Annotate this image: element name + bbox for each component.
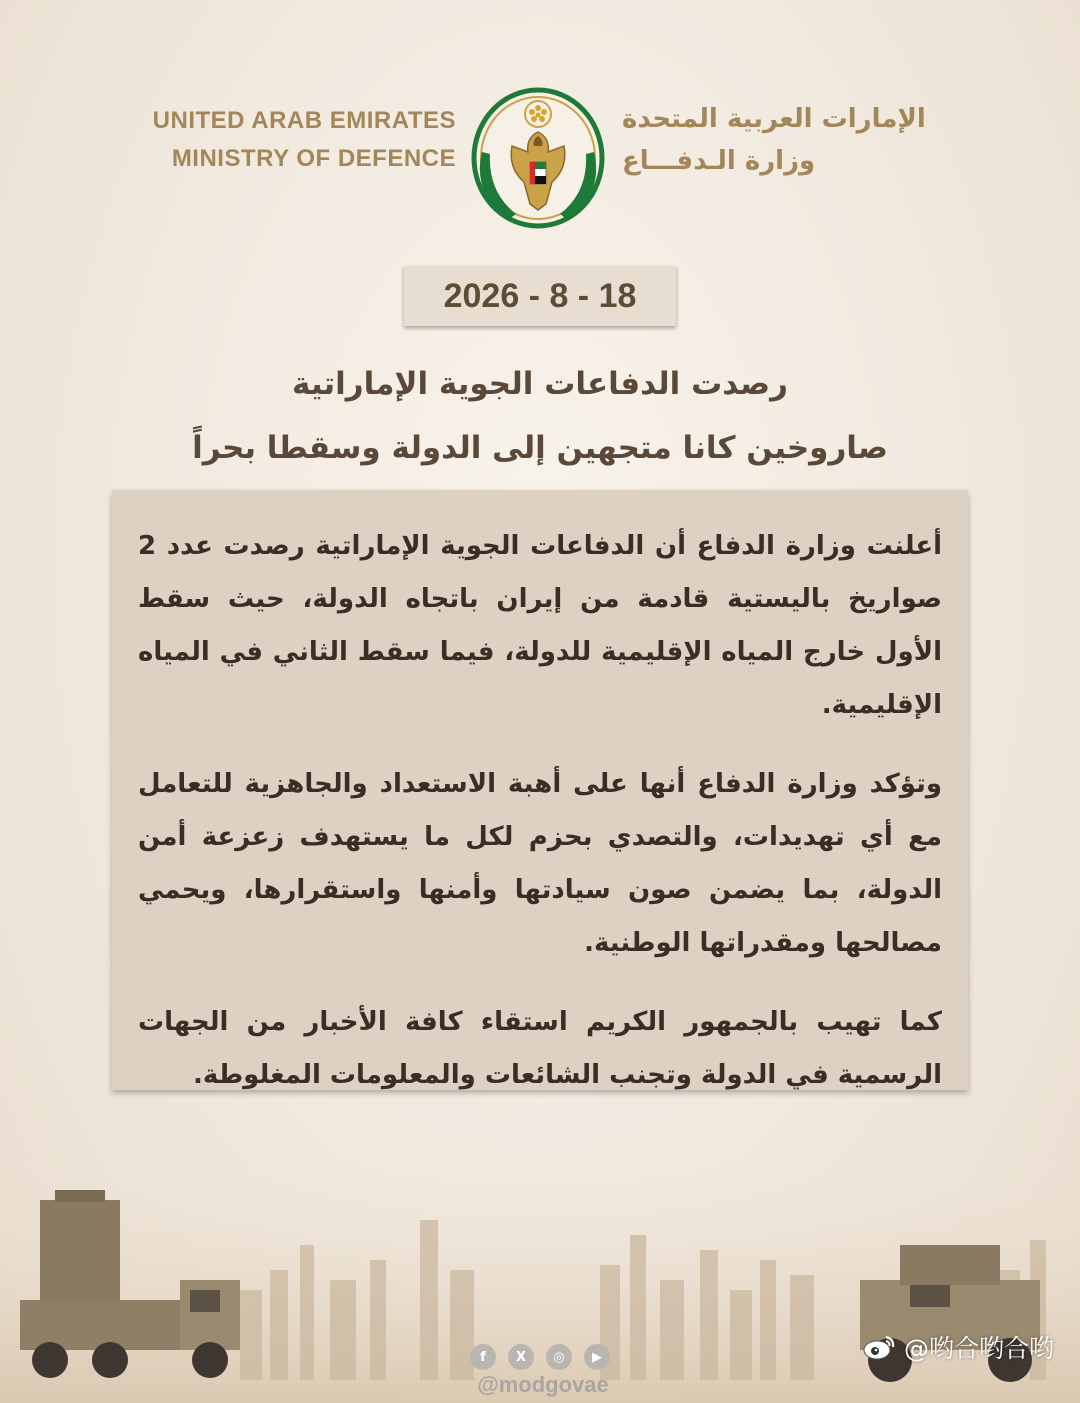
weibo-watermark: [862, 1330, 1072, 1364]
date-text: 2026 - 8 - 18: [443, 276, 637, 315]
statement-paragraph-3: كما تهيب بالجمهور الكريم استقاء كافة الأخبار من الجهات الرسمية في الدولة وتجنب الشائعات والمعلومات المغلوطة.: [138, 1007, 942, 1090]
weibo-logo-icon: [862, 1333, 896, 1361]
ministry-title-arabic: وزارة الـدفـــاع: [622, 146, 816, 176]
social-handle: @modgovae: [477, 1372, 609, 1397]
watermark-text: @哟合哟合哟: [904, 1334, 1055, 1363]
statement-paragraph-1: أعلنت وزارة الدفاع أن الدفاعات الجوية الإماراتية رصدت عدد 2 صواريخ باليستية قادمة من إيران باتجاه الدولة، حيث سقط الأول خارج المياه الإقليمية للدولة، فيما سقط الثاني في المياه الإقليمية.: [138, 531, 942, 720]
country-name-english: UNITED ARAB EMIRATES: [152, 107, 456, 134]
date-badge: [404, 266, 676, 326]
statement-card: [112, 490, 968, 1090]
youtube-icon[interactable]: ▶: [584, 1344, 610, 1370]
instagram-icon[interactable]: ◎: [546, 1344, 572, 1370]
uae-falcon-emblem-icon: [468, 82, 608, 230]
ministry-name-arabic: [622, 98, 952, 182]
headline: [140, 352, 940, 480]
statement-paragraph-2: وتؤكد وزارة الدفاع أنها على أهبة الاستعداد والجاهزية للتعامل مع أي تهديدات، والتصدي بحزم لكل ما يستهدف زعزعة أمن الدولة، بما يضمن صون سيادتها وأمنها واستقرارها، ويحمي مصالحها ومقدراتها الوطنية.: [138, 769, 942, 958]
facebook-icon[interactable]: f: [470, 1344, 496, 1370]
x-icon[interactable]: X: [508, 1344, 534, 1370]
ministry-title-english: MINISTRY OF DEFENCE: [171, 145, 456, 172]
ministry-name-english: [120, 102, 456, 178]
country-name-arabic: الإمارات العربية المتحدة: [622, 104, 926, 134]
social-links: [470, 1344, 610, 1370]
headline-line-2: صاروخين كانا متجهين إلى الدولة وسقطا بحراً: [192, 430, 888, 466]
headline-line-1: رصدت الدفاعات الجوية الإماراتية: [292, 366, 788, 402]
